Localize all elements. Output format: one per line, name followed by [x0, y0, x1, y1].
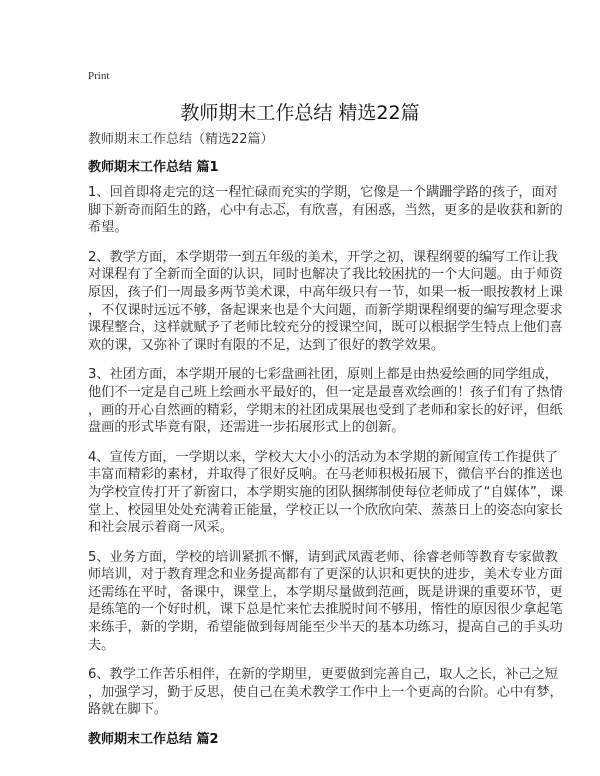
paragraph-line: 1、回首即将走完的这一程忙碌而充实的学期，它像是一个蹒跚学路的孩子，面对 — [88, 185, 558, 200]
paragraph — [88, 449, 564, 537]
paragraph-line: 还需练在平时，备课中，课堂上，本学期尽量做到范画，既是讲课的重要环节，更 — [88, 584, 563, 600]
section-heading: 教师期末工作总结 篇2 — [88, 732, 219, 748]
paragraph-line: 丰富而精彩的素材，并取得了很好反响。在马老师积极拓展下，微信平台的推送也 — [88, 467, 563, 483]
paragraph-line: 夫。 — [88, 637, 115, 653]
paragraph — [88, 666, 563, 719]
document-body — [88, 131, 564, 756]
page-title: 教师期末工作总结 精选22篇 — [180, 102, 420, 124]
paragraph-line: 5、业务方面，学校的培训紧抓不懈，请到武凤霞老师、徐睿老师等教育专家做教 — [88, 549, 558, 565]
paragraph-line: 他们不一定是自己班上绘画水平最好的，但一定是最喜欢绘画的！孩子们有了热情 — [88, 384, 563, 400]
paragraph-line: 2、教学方面，本学期带一到五年级的美术，开学之初，课程纲要的编写工作让我 — [88, 249, 558, 265]
paragraph-line: 堂上、校园里处处充满着正能量，学校正以一个欣欣向荣、蒸蒸日上的姿态向家长 — [88, 502, 563, 518]
paragraph-line: 4、宣传方面，一学期以来，学校大大小小的活动为本学期的新闻宣传工作提供了 — [88, 449, 558, 465]
paragraph-line: 和社会展示着商一风采。 — [88, 520, 234, 536]
paragraph-line: ，不仅课时远远不够，备起课来也是个大问题，而新学期课程纲要的编写理念要求 — [88, 302, 563, 318]
section-heading: 教师期末工作总结 篇1 — [88, 160, 219, 175]
paragraph — [88, 366, 563, 436]
paragraph-line: 对课程有了全新而全面的认识，同时也解决了我比较困扰的一个大问题。由于师资 — [88, 267, 563, 283]
paragraph-line: 原因，孩子们一周最多两节美术课，中高年级只有一节，如果一板一眼按教材上课 — [88, 284, 563, 300]
paragraph-line: 课程整合，这样就赋予了老师比较充分的授课空间，既可以根据学生特点上他们喜 — [88, 320, 563, 336]
print-link[interactable]: Print — [88, 70, 110, 82]
paragraph-line: 欢的课，又弥补了课时有限的不足，达到了很好的教学效果。 — [88, 337, 445, 353]
paragraph-line: 脚下新奇而陌生的路，心中有忐忑，有欣喜，有困惑，当然，更多的是收获和新的 — [88, 202, 563, 218]
paragraph-line: 师培训，对于教育理念和业务提高都有了更深的认识和更快的进步，美术专业方面 — [88, 567, 563, 583]
paragraph — [88, 184, 563, 237]
paragraph — [88, 549, 563, 655]
paragraph-line: ，画的开心自然画的精彩，学期末的社团成果展也受到了老师和家长的好评，但纸 — [88, 402, 563, 418]
paragraph-line: 6、教学工作苦乐相伴，在新的学期里，更要做到完善自己，取人之长，补己之短 — [88, 667, 558, 683]
document-subtitle: 教师期末工作总结（精选22篇） — [88, 132, 274, 147]
paragraph-line: 为学校宣传打开了新窗口，本学期实施的团队捆绑制使每位老师成了“自媒体”，课 — [88, 484, 564, 500]
paragraph-line: 来练手，新的学期，希望能做到每周能至少半天的基本功练习，提高自己的手头功 — [88, 620, 563, 636]
paragraph-line: 希望。 — [88, 220, 128, 236]
paragraph-line: 3、社团方面，本学期开展的七彩盘画社团，原则上都是由热爱绘画的同学组成， — [88, 367, 558, 383]
paragraph — [88, 249, 563, 355]
paragraph-line: 盘画的形式毕竟有限，还需进一步拓展形式上的创新。 — [88, 420, 405, 436]
paragraph-line: 是练笔的一个好时机，课下总是忙来忙去推脱时间不够用，惰性的原因很少拿起笔 — [88, 602, 563, 618]
paragraph-line: 路就在脚下。 — [88, 702, 168, 718]
paragraph-line: ，加强学习，勤于反思，使自己在美术教学工作中上一个更高的台阶。心中有梦， — [88, 684, 563, 700]
